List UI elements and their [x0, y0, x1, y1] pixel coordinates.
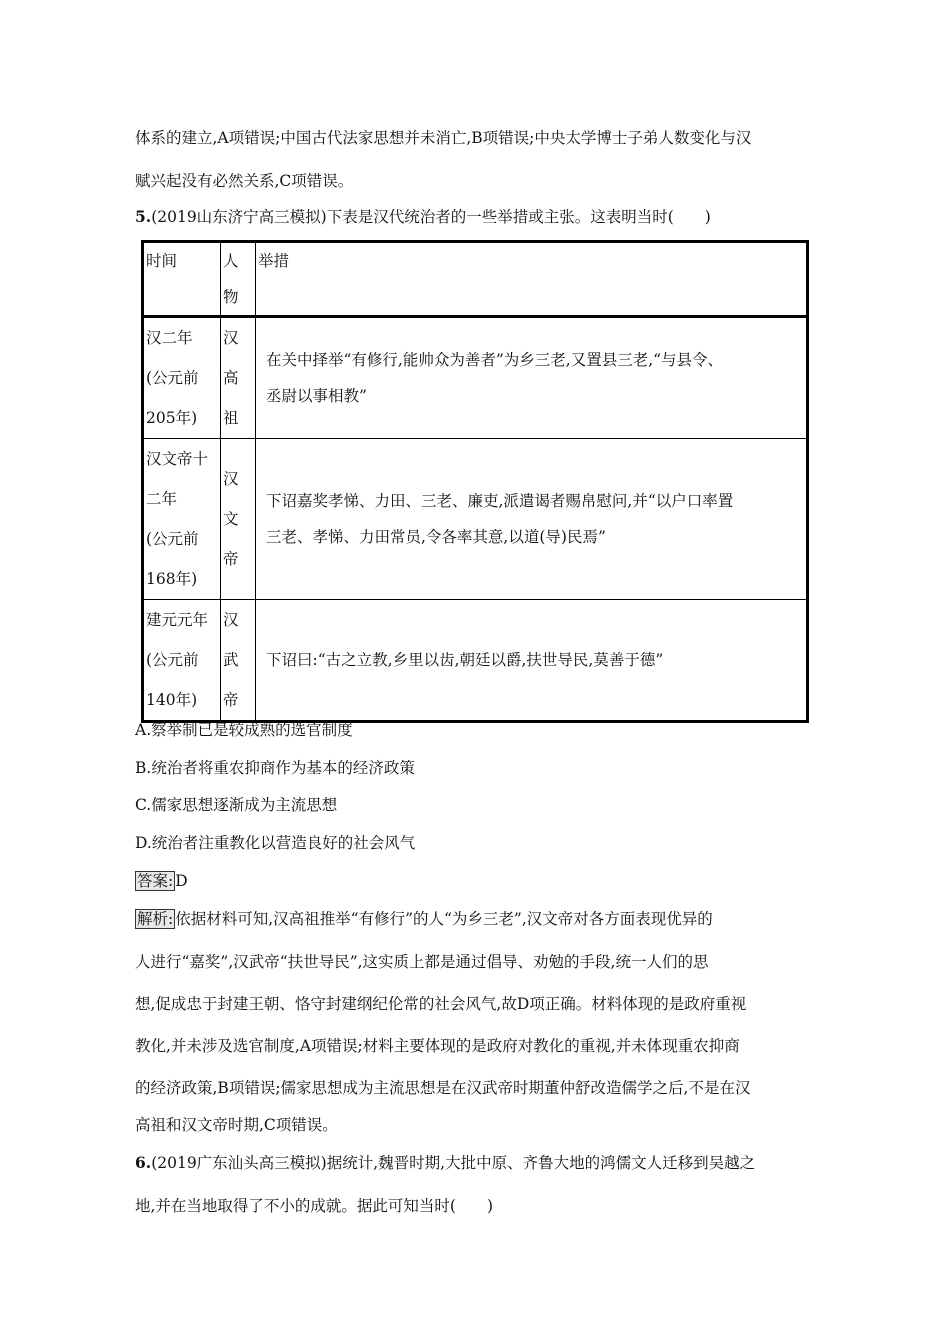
cell-measure: 下诏嘉奖孝悌、力田、三老、廉吏,派遣谒者赐帛慰问,并“以户口率置 三老、孝悌、力田常员,令各率其意,以道(导)民焉” [256, 439, 808, 600]
analysis-label: 解析: [137, 910, 174, 928]
analysis-text: 想,促成忠于封建王朝、恪守封建纲纪伦常的社会风气,故D项正确。材料体现的是政府重视 [135, 995, 747, 1013]
cell-person: 汉文 帝 [221, 439, 256, 600]
option-c: C.儒家思想逐渐成为主流思想 [135, 796, 338, 814]
question-text: (2019山东济宁高三模拟)下表是汉代统治者的一些举措或主张。这表明当时( ) [151, 208, 711, 226]
analysis-text: 教化,并未涉及选官制度,A项错误;材料主要体现的是政府对教化的重视,并未体现重农抑商 [135, 1037, 740, 1055]
text-line: 体系的建立,A项错误;中国古代法家思想并未消亡,B项错误;中央太学博士子弟人数变化与汉 [135, 129, 752, 147]
cell-measure: 下诏曰:“古之立教,乡里以齿,朝廷以爵,扶世导民,莫善于德” [256, 600, 808, 722]
answer-value: D [175, 872, 188, 890]
answer-label: 答案: [137, 872, 174, 890]
analysis-text: 人进行“嘉奖”,汉武帝“扶世导民”,这实质上都是通过倡导、劝勉的手段,统一人们的思 [135, 953, 709, 971]
table-row [143, 600, 808, 722]
header-time: 时间 [143, 242, 221, 317]
text-line: 赋兴起没有必然关系,C项错误。 [135, 172, 354, 190]
question-text: 地,并在当地取得了不小的成就。据此可知当时( ) [135, 1197, 494, 1215]
option-d: D.统治者注重教化以营造良好的社会风气 [135, 834, 416, 852]
option-a: A.察举制已是较成熟的选官制度 [135, 721, 353, 739]
question-text: (2019广东汕头高三模拟)据统计,魏晋时期,大批中原、齐鲁大地的鸿儒文人迁移到吴越之 [151, 1154, 756, 1172]
header-measure: 举措 [256, 242, 808, 317]
cell-measure: 在关中择举“有修行,能帅众为善者”为乡三老,又置县三老,“与县令、 丞尉以事相教” [256, 317, 808, 439]
cell-time: 汉文帝十 二年 (公元前 168年) [143, 439, 221, 600]
answer-line [135, 871, 188, 891]
analysis-line [135, 909, 713, 929]
measures-table [141, 240, 809, 723]
cell-time: 建元元年 (公元前 140年) [143, 600, 221, 722]
question-6-stem [135, 1153, 755, 1173]
analysis-text: 高祖和汉文帝时期,C项错误。 [135, 1116, 338, 1134]
analysis-text: 的经济政策,B项错误;儒家思想成为主流思想是在汉武帝时期董仲舒改造儒学之后,不是在汉 [135, 1079, 751, 1097]
question-5-stem [135, 207, 711, 227]
header-person: 人物 [221, 242, 256, 317]
table-row [143, 439, 808, 600]
option-b: B.统治者将重农抑商作为基本的经济政策 [135, 759, 415, 777]
cell-time: 汉二年 (公元前 205年) [143, 317, 221, 439]
question-number: 6. [135, 1153, 152, 1172]
cell-person: 汉武 帝 [221, 600, 256, 722]
table-header-row [143, 242, 808, 317]
analysis-text: 依据材料可知,汉高祖推举“有修行”的人“为乡三老”,汉文帝对各方面表现优异的 [175, 910, 713, 928]
table-row [143, 317, 808, 439]
question-number: 5. [135, 207, 152, 226]
cell-person: 汉高 祖 [221, 317, 256, 439]
